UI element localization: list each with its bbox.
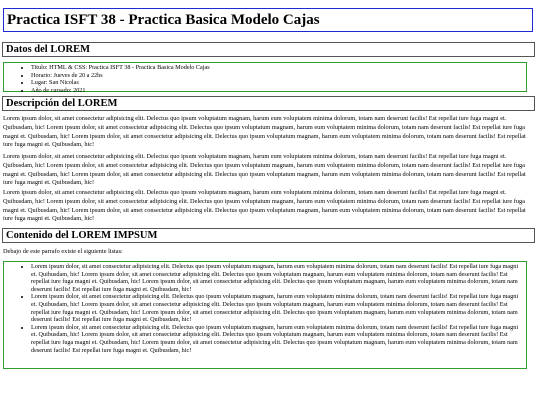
descripcion-heading: Descripción del LOREM xyxy=(2,96,535,111)
contenido-list xyxy=(4,263,526,354)
contenido-heading: Contenido del LOREM IMPSUM xyxy=(2,228,535,243)
datos-list-box xyxy=(3,62,527,92)
datos-item-lugar: • Lugar: San Nicolas xyxy=(31,79,526,87)
descripcion-paragraph-3: Lorem ipsum dolor, sit amet consectetur adipisicing elit. Delectus quo ipsum voluptatum magnam, harum eum voluptatem minima dolorum, totam nam deserunt facilis! Est repellat iure fuga magni et. Quibusdam, hic! Lorem ipsum dolor, sit amet consectetur adipisicing elit. Delectus quo ipsum voluptatum magnam, harum eum voluptatem minima dolorum, totam nam deserunt facilis! Est repellat iure fuga magni et. Quibusdam, hic! Lorem ipsum dolor, sit amet consectetur adipisicing elit. Delectus quo ipsum voluptatum magnam, harum eum voluptatem minima dolorum, totam nam deserunt facilis! Est repellat iure fuga magni et. Quibusdam, hic! xyxy=(3,189,526,223)
datos-item-titulo: • Titulo: HTML & CSS: Practica ISFT 38 - Practica Basica Modelo Cajas xyxy=(31,64,526,72)
list-item: • Lorem ipsum dolor, sit amet consectetur adipisicing elit. Delectus quo ipsum voluptatum magnam, harum eum voluptatem minima dolorum, totam nam deserunt facilis! Est repellat iure fuga magni et. Quibusdam, hic! Lorem ipsum dolor, sit amet consectetur adipisicing elit. Delectus quo ipsum voluptatum magnam, harum eum voluptatem minima dolorum, totam nam deserunt facilis! Est repellat iure fuga magni et. Quibusdam, hic! Lorem ipsum dolor, sit amet consectetur adipisicing elit. Delectus quo ipsum voluptatum magnam, harum eum voluptatem minima dolorum, totam nam deserunt facilis! Est repellat iure fuga magni et. Quibusdam, hic! xyxy=(31,293,523,323)
list-item: • Lorem ipsum dolor, sit amet consectetur adipisicing elit. Delectus quo ipsum voluptatum magnam, harum eum voluptatem minima dolorum, totam nam deserunt facilis! Est repellat iure fuga magni et. Quibusdam, hic! Lorem ipsum dolor, sit amet consectetur adipisicing elit. Delectus quo ipsum voluptatum magnam, harum eum voluptatem minima dolorum, totam nam deserunt facilis! Est repellat iure fuga magni et. Quibusdam, hic! Lorem ipsum dolor, sit amet consectetur adipisicing elit. Delectus quo ipsum voluptatum magnam, harum eum voluptatem minima dolorum, totam nam deserunt facilis! Est repellat iure fuga magni et. Quibusdam, hic! xyxy=(31,263,523,293)
list-item: • Lorem ipsum dolor, sit amet consectetur adipisicing elit. Delectus quo ipsum voluptatum magnam, harum eum voluptatem minima dolorum, totam nam deserunt facilis! Est repellat iure fuga magni et. Quibusdam, hic! Lorem ipsum dolor, sit amet consectetur adipisicing elit. Delectus quo ipsum voluptatum magnam, harum eum voluptatem minima dolorum, totam nam deserunt facilis! Est repellat iure fuga magni et. Quibusdam, hic! Lorem ipsum dolor, sit amet consectetur adipisicing elit. Delectus quo ipsum voluptatum magnam, harum eum voluptatem minima dolorum, totam nam deserunt facilis! Est repellat iure fuga magni et. Quibusdam, hic! xyxy=(31,324,523,354)
page-title: Practica ISFT 38 - Practica Basica Modelo Cajas xyxy=(3,8,533,32)
datos-heading: Datos del LOREM xyxy=(2,42,535,57)
contenido-list-box xyxy=(3,261,527,369)
descripcion-paragraph-1: Lorem ipsum dolor, sit amet consectetur adipisicing elit. Delectus quo ipsum voluptatum magnam, harum eum voluptatem minima dolorum, totam nam deserunt facilis! Est repellat iure fuga magni et. Quibusdam, hic! Lorem ipsum dolor, sit amet consectetur adipisicing elit. Delectus quo ipsum voluptatum magnam, harum eum voluptatem minima dolorum, totam nam deserunt facilis! Est repellat iure fuga magni et. Quibusdam, hic! Lorem ipsum dolor, sit amet consectetur adipisicing elit. Delectus quo ipsum voluptatum magnam, harum eum voluptatem minima dolorum, totam nam deserunt facilis! Est repellat iure fuga magni et. Quibusdam, hic! xyxy=(3,115,526,149)
datos-item-horario: • Horario: Jueves de 20 a 22hs xyxy=(31,72,526,80)
contenido-intro: Debajo de este parrafo existe el siguiente listas: xyxy=(3,248,123,255)
descripcion-paragraph-2: Lorem ipsum dolor, sit amet consectetur adipisicing elit. Delectus quo ipsum voluptatum magnam, harum eum voluptatem minima dolorum, totam nam deserunt facilis! Est repellat iure fuga magni et. Quibusdam, hic! Lorem ipsum dolor, sit amet consectetur adipisicing elit. Delectus quo ipsum voluptatum magnam, harum eum voluptatem minima dolorum, totam nam deserunt facilis! Est repellat iure fuga magni et. Quibusdam, hic! Lorem ipsum dolor, sit amet consectetur adipisicing elit. Delectus quo ipsum voluptatum magnam, harum eum voluptatem minima dolorum, totam nam deserunt facilis! Est repellat iure fuga magni et. Quibusdam, hic! xyxy=(3,153,526,187)
datos-list xyxy=(4,64,526,94)
datos-item-anio: • Año de cursado: 2021 xyxy=(31,87,526,95)
